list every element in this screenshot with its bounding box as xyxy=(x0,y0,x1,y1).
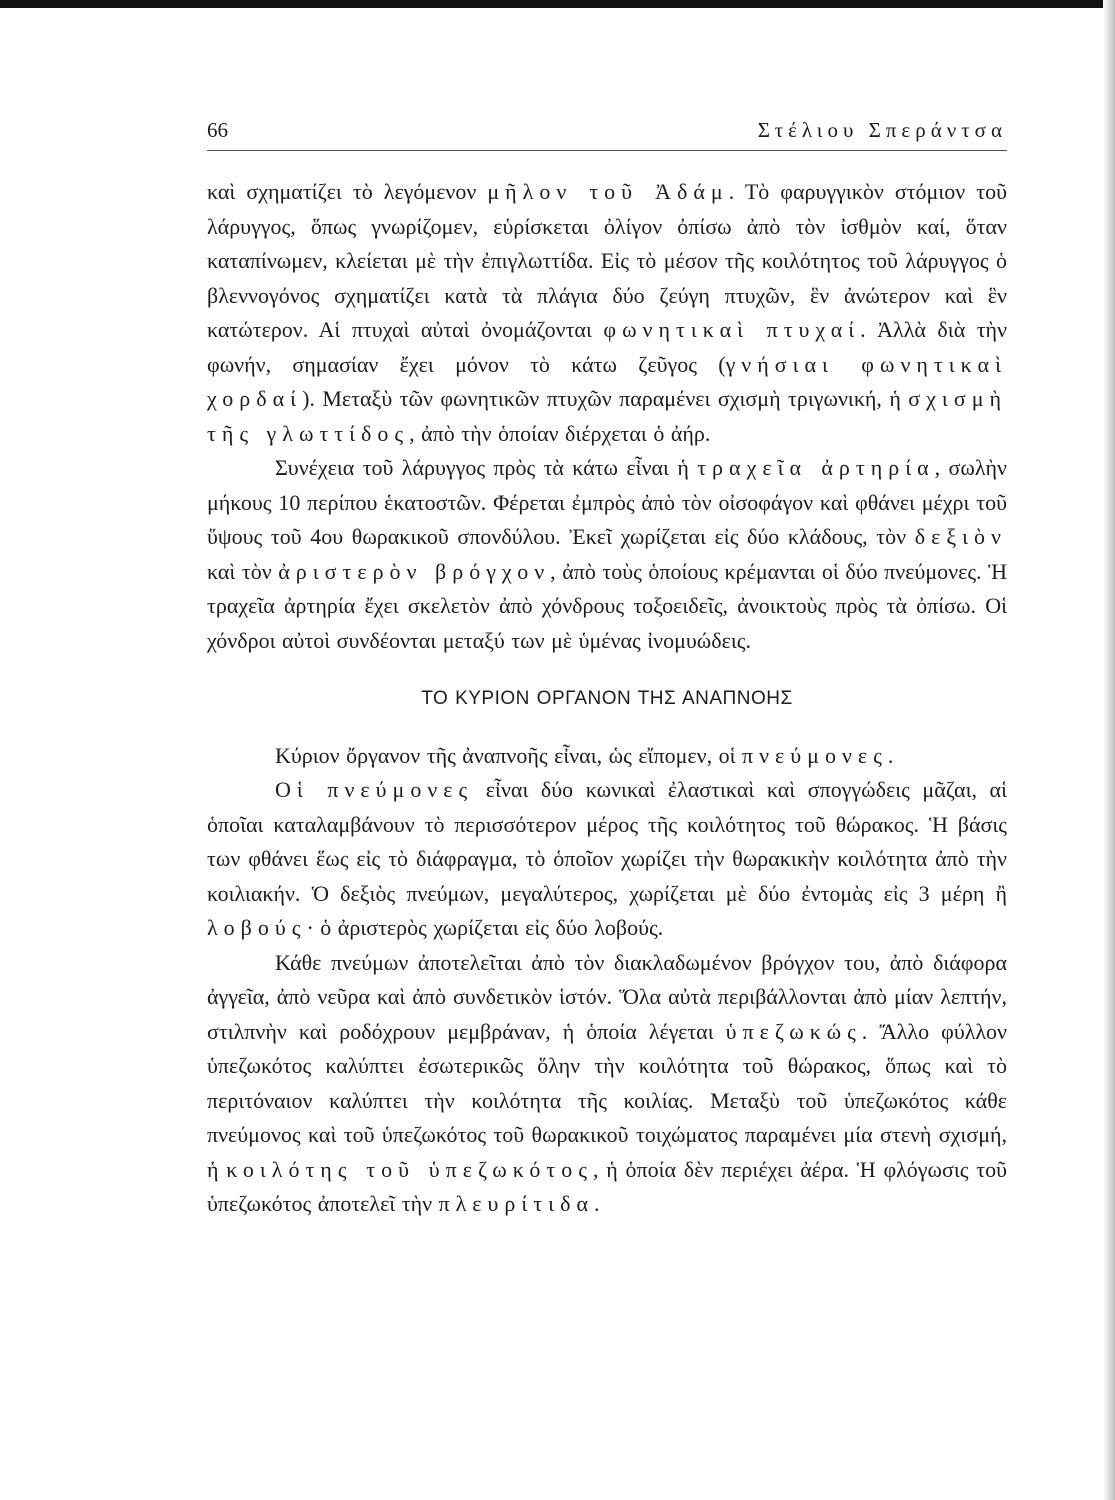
body-text xyxy=(207,175,1007,1222)
spaced-term: σχισμὴ τῆς γλωττίδος xyxy=(207,386,1007,446)
section-heading: ΤΟ ΚΥΡΙΟΝ ΟΡΓΑΝΟΝ ΤΗΣ ΑΝΑΠΝΟΗΣ xyxy=(421,688,793,709)
spaced-term: πνεύμονες xyxy=(741,742,888,768)
text-run: . Ἄλλο φύλλον ὑπεζωκότος καλύπτει ἐσωτερικῶς ὅλην τὴν κοιλότητα τοῦ θώρακος, ὅπως καὶ τὸ περιτόναιον καλύπτει τὴν κοιλότητα τῆς κοιλίας. Μεταξὺ τοῦ ὑπεζωκότος κάθε πνεύμονος καὶ τοῦ ὑπεζωκότος τοῦ θωρακικοῦ τοιχώματος παραμένει μία στενὴ σχισμή, ἡ xyxy=(207,1018,1007,1182)
spaced-term: φωνητικαὶ πτυχαί xyxy=(603,317,861,342)
paragraph-5 xyxy=(207,946,1007,1222)
spaced-term: Οἱ πνεύμονες xyxy=(275,777,474,802)
scan-top-border xyxy=(0,0,1115,8)
text-run: εἶναι δύο κωνικαὶ ἐλαστικαὶ καὶ σπογγώδεις μᾶζαι, αἱ ὁποῖαι καταλαμβάνουν τὸ περισσότερον μέρος τῆς κοιλότητος τοῦ θώρακος. Ἡ βάσις των φθάνει ἕως εἰς τὸ διάφραγμα, τὸ ὁποῖον χωρίζει τὴν θωρακικὴν κοιλότητα ἀπὸ τὴν κοιλιακήν. Ὁ δεξιὸς πνεύμων, μεγαλύτερος, χωρίζεται μὲ δύο ἐντομὰς εἰς 3 μέρη ἢ xyxy=(207,777,1008,906)
paragraph-3 xyxy=(207,739,1007,774)
text-run: . xyxy=(594,1191,600,1216)
paragraph-2 xyxy=(207,451,1007,658)
text-run: Κάθε πνεύμων ἀποτελεῖται ἀπὸ τὸν διακλαδωμένον βρόγχον του, ἀπὸ διάφορα ἀγγεῖα, ἀπὸ νεῦρα καὶ ἀπὸ συνδετικὸν ἱστόν. Ὅλα αὐτὰ περιβάλλονται ἀπὸ μίαν λεπτήν, στιλπνὴν καὶ ροδόχρουν μεμβράναν, ἡ ὁποία λέγεται xyxy=(207,949,1007,1044)
spaced-term: ὑπεζωκώς xyxy=(725,1018,862,1044)
page-number: 66 xyxy=(207,118,228,142)
spaced-term: δεξιὸν xyxy=(914,524,1007,549)
text-run: · ὁ ἀριστερὸς χωρίζεται εἰς δύο λοβούς. xyxy=(306,915,664,940)
text-run: καὶ σχηματίζει τὸ λεγόμενον xyxy=(207,179,488,204)
text-run: , ἀπὸ τοὺς ὁποίους κρέμανται οἱ δύο πνεύμονες. Ἡ τραχεῖα ἀρτηρία ἔχει σκελετὸν ἀπὸ χόνδρους τοξοειδεῖς, ἀνοικτοὺς πρὸς τὰ ὀπίσω. Οἱ χόνδροι αὐτοὶ συνδέονται μεταξύ των μὲ ὑμένας ἰνομυώδεις. xyxy=(207,558,1007,653)
text-run: Κύριον ὄργανον τῆς ἀναπνοῆς εἶναι, ὡς εἴπομεν, οἱ xyxy=(275,742,742,768)
spaced-term: λοβούς xyxy=(207,915,307,940)
paragraph-4 xyxy=(207,773,1007,946)
spaced-term: τραχεῖα ἀρτηρία xyxy=(697,455,935,480)
page-header xyxy=(207,114,1007,144)
text-run: , σωλὴν μήκους 10 περίπου ἑκατοστῶν. Φέρεται ἐμπρὸς ἀπὸ τὸν οἰσοφάγον καὶ φθάνει μέχρι τοῦ ὕψους τοῦ 4ου θωρακικοῦ σπονδύλου. Ἐκεῖ χωρίζεται εἰς δύο κλάδους, τὸν xyxy=(207,455,1008,549)
text-run: . xyxy=(887,742,894,768)
spaced-term: μῆλον τοῦ Ἀδάμ xyxy=(487,179,729,204)
text-run: . Ἀλλὰ διὰ τὴν φωνήν, σημασίαν ἔχει μόνον τὸ κάτω ζεῦγος ( xyxy=(207,317,1008,377)
text-run: Συνέχεια τοῦ λάρυγγος πρὸς τὰ κάτω εἶναι ἡ xyxy=(275,455,698,480)
text-run: , ἡ ὁποία δὲν περιέχει ἀέρα. Ἡ φλόγωσις τοῦ ὑπεζωκότος ἀποτελεῖ τὴν xyxy=(207,1156,1007,1216)
scan-right-edge xyxy=(1103,0,1115,1500)
text-run: , ἀπὸ τὴν ὁποίαν διέρχεται ὁ ἀήρ. xyxy=(409,420,711,446)
spaced-term: ἀριστερὸν βρόγχον xyxy=(278,558,551,584)
spaced-term: κοιλότης τοῦ ὑπεζωκότος xyxy=(226,1156,593,1182)
spaced-term: πλευρίτιδα xyxy=(438,1191,594,1216)
text-run: . Τὸ φαρυγγικὸν στόμιον τοῦ λάρυγγος, ὅπως γνωρίζομεν, εὑρίσκεται ὀλίγον ὀπίσω ἀπὸ τὸν ἰσθμὸν καί, ὅταν καταπίνωμεν, κλείεται μὲ τὴν ἐπιγλωττίδα. Εἰς τὸ μέσον τῆς κοιλότητος τοῦ λάρυγγος ὁ βλεννογόνος σχηματίζει κατὰ τὰ πλάγια δύο ζεύγη πτυχῶν, ἓν ἀνώτερον καὶ ἓν κατώτερον. Αἱ πτυχαὶ αὐταὶ ὀνομάζονται xyxy=(207,179,1007,342)
spaced-term: γνήσιαι φωνητικαὶ χορδαί xyxy=(207,351,1008,411)
header-rule xyxy=(207,150,1007,151)
text-run: καὶ τὸν xyxy=(207,558,279,584)
text-run: ). Μεταξὺ τῶν φωνητικῶν πτυχῶν παραμένει σχισμὴ τριγωνική, ἡ xyxy=(302,386,909,411)
paragraph-1 xyxy=(207,175,1007,451)
running-head: Στέλιου Σπεράντσα xyxy=(757,118,1007,142)
